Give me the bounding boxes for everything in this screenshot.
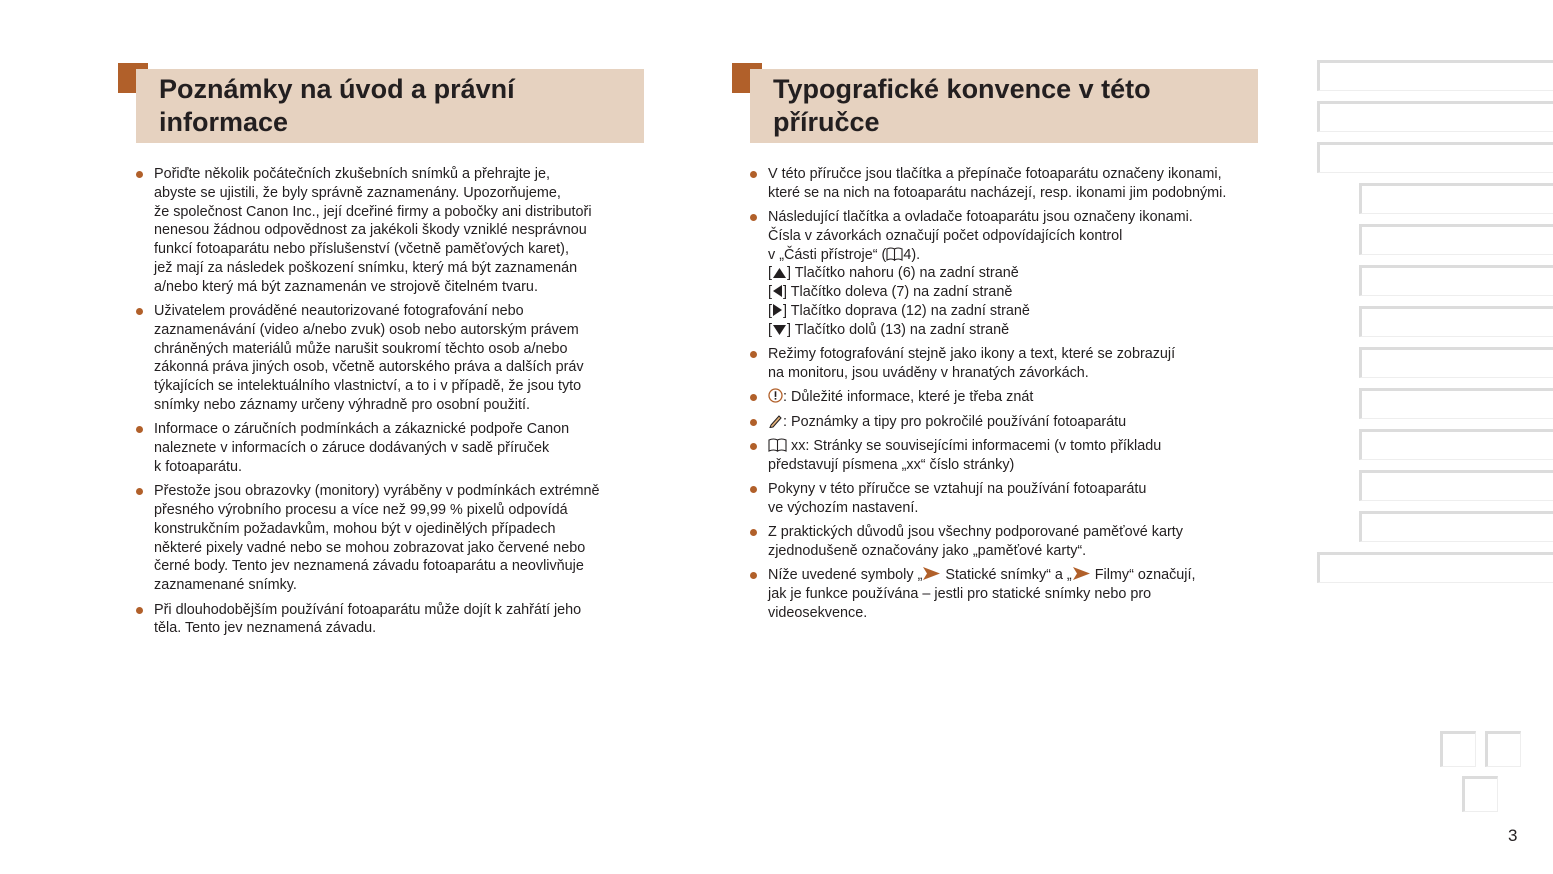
up-arrow-icon — [772, 267, 787, 279]
text-line: Režimy fotografování stejně jako ikony a text, které se zobrazují — [768, 346, 1176, 363]
text-fragment: v „Části přístroje“ ( — [768, 246, 887, 263]
caution-icon — [768, 388, 783, 403]
down-arrow-icon — [772, 324, 787, 336]
text-line: jak je funkce používána – jestli pro statické snímky nebo pro — [768, 585, 1152, 602]
text-line: naleznete v informacích o záruce dodávaných v sadě příruček — [154, 440, 550, 457]
text-line: Informace o záručních podmínkách a zákaznické podpoře Canon — [154, 421, 570, 438]
right-arrow-icon — [772, 303, 783, 317]
text-line: že společnost Canon Inc., její dceřiné firmy a pobočky ani distributoři — [154, 203, 592, 220]
list-item — [136, 482, 644, 595]
list-item — [136, 165, 644, 297]
nav-tab[interactable] — [1359, 347, 1553, 378]
nav-tab[interactable] — [1359, 224, 1553, 255]
next-page-button[interactable] — [1485, 731, 1521, 767]
text-line: zjednodušeně označovány jako „paměťové karty“. — [768, 542, 1087, 559]
pencil-icon — [768, 413, 783, 428]
list-item — [750, 523, 1258, 561]
text-fragment: : Důležité informace, které je třeba znát — [783, 389, 1034, 406]
text-line: které se na nich na fotoaparátu nacházejí, resp. ikonami jim podobnými. — [768, 184, 1227, 201]
play-triangle-icon — [922, 566, 941, 581]
text-line: ve výchozím nastavení. — [768, 499, 919, 516]
text-line: zaznamenávání (video a/nebo zvuk) osob nebo autorským právem — [154, 321, 579, 338]
text-line — [768, 246, 1258, 265]
text-line: na monitoru, jsou uváděny v hranatých závorkách. — [768, 364, 1089, 381]
text-fragment: 4). — [903, 246, 921, 263]
text-line — [768, 388, 1258, 407]
text-line: představují písmena „xx“ číslo stránky) — [768, 456, 1015, 473]
text-line: V této příručce jsou tlačítka a přepínače fotoaparátu označeny ikonami, — [768, 166, 1222, 182]
text-line: zákonná práva jiných osob, včetně autorského práva a dalších práv — [154, 359, 584, 376]
text-line: Následující tlačítka a ovladače fotoaparátu jsou označeny ikonami. — [768, 209, 1193, 226]
nav-tab[interactable] — [1359, 183, 1553, 214]
text-line: jež mají za následek poškození snímku, který má být zaznamenán — [154, 259, 578, 276]
title-line: příručce — [773, 107, 880, 137]
nav-tab[interactable] — [1359, 388, 1553, 419]
text-line: abyste se ujistili, že byly správně zaznamenány. Upozorňujeme, — [154, 184, 561, 201]
text-fragment: Tlačítko dolů (13) na zadní straně — [794, 321, 1010, 338]
nav-tab[interactable] — [1359, 306, 1553, 337]
bullet-list — [118, 165, 644, 638]
text-fragment: xx: Stránky se souvisejícími informacemi (v tomto příkladu — [787, 437, 1162, 454]
title-line: informace — [159, 107, 289, 137]
title-line: Poznámky na úvod a právní — [159, 74, 515, 104]
text-line: funkcí fotoaparátu nebo příslušenství (včetně paměťových karet), — [154, 241, 569, 258]
list-item — [750, 165, 1258, 203]
list-item — [750, 345, 1258, 383]
text-line: konstrukčním požadavkům, mohou být v ojedinělých případech — [154, 520, 556, 537]
bullet-list — [732, 165, 1258, 623]
nav-tab[interactable] — [1317, 60, 1553, 91]
list-item — [750, 480, 1258, 518]
nav-tab[interactable] — [1359, 429, 1553, 460]
left-arrow-icon — [772, 284, 783, 298]
text-fragment: : Poznámky a tipy pro pokročilé používání fotoaparátu — [783, 413, 1127, 430]
list-item — [750, 437, 1258, 475]
play-triangle-icon — [1072, 566, 1091, 581]
text-line: Pokyny v této příručce se vztahují na používání fotoaparátu — [768, 480, 1147, 497]
text-line: Z praktických důvodů jsou všechny podporované paměťové karty — [768, 524, 1183, 541]
text-line: chráněných materiálů může narušit soukromí těchto osob a/nebo — [154, 340, 568, 357]
list-item — [750, 388, 1258, 407]
list-item — [136, 302, 644, 415]
section-heading — [118, 63, 644, 143]
nav-tab[interactable] — [1359, 511, 1553, 542]
text-line: [ ] Tlačítko doprava (12) na zadní straně — [768, 303, 1030, 320]
text-line — [768, 437, 1258, 456]
list-item — [136, 420, 644, 476]
text-line: [ ] Tlačítko doleva (7) na zadní straně — [768, 284, 1013, 301]
title-line: Typografické konvence v této — [773, 74, 1151, 104]
list-item — [750, 208, 1258, 340]
prev-page-button[interactable] — [1440, 731, 1476, 767]
section-title — [159, 73, 634, 139]
text-line: Čísla v závorkách označují počet odpovídajících kontrol — [768, 227, 1123, 244]
text-line: a/nebo který má být zaznamenán ve strojově čitelném tvaru. — [154, 278, 538, 295]
text-line: k fotoaparátu. — [154, 458, 243, 475]
text-fragment: Tlačítko doleva (7) na zadní straně — [790, 284, 1013, 301]
text-line: černé body. Tento jev neznamená závadu fotoaparátu a neovlivňuje — [154, 558, 584, 575]
page-number: 3 — [1508, 826, 1518, 845]
text-line: Pořiďte několik počátečních zkušebních snímků a přehrajte je, — [154, 166, 551, 182]
text-line: snímky nebo záznamy určeny výhradně pro osobní použití. — [154, 397, 530, 414]
text-line: těla. Tento jev neznamená závadu. — [154, 620, 377, 637]
back-button[interactable] — [1462, 776, 1498, 812]
section-title — [773, 73, 1248, 139]
text-fragment: Statické snímky“ a „ — [941, 567, 1072, 584]
text-line: Uživatelem prováděné neautorizované fotografování nebo — [154, 303, 524, 320]
list-item — [136, 601, 644, 639]
text-line: videosekvence. — [768, 604, 868, 621]
text-line: Při dlouhodobějším používání fotoaparátu může dojít k zahřátí jeho — [154, 601, 582, 618]
nav-tab[interactable] — [1317, 101, 1553, 132]
text-fragment: Tlačítko nahoru (6) na zadní straně — [794, 265, 1019, 282]
text-line: některé pixely vadné nebo se mohou zobrazovat jako červené nebo — [154, 539, 586, 556]
intro-legal-section — [118, 63, 644, 644]
nav-tab[interactable] — [1317, 552, 1553, 583]
text-line: přesného výrobního procesu a více než 99,99 % pixelů odpovídá — [154, 502, 568, 519]
text-fragment: Tlačítko doprava (12) na zadní straně — [790, 303, 1030, 320]
text-line: nenesou žádnou odpovědnost za jakékoli škody vzniklé nesprávnou — [154, 222, 587, 239]
text-line: týkajících se intelektuálního vlastnictví, a to i v případě, že jsou tyto — [154, 378, 582, 395]
nav-tab[interactable] — [1359, 470, 1553, 501]
text-line: zaznamenané snímky. — [154, 577, 297, 594]
list-item — [750, 566, 1258, 622]
nav-tab[interactable] — [1317, 142, 1553, 173]
text-fragment: Níže uvedené symboly „ — [768, 567, 923, 584]
text-line: Přestože jsou obrazovky (monitory) vyráběny v podmínkách extrémně — [154, 483, 600, 500]
list-item — [750, 413, 1258, 432]
typographic-conventions-section — [732, 63, 1258, 628]
text-line: [ ] Tlačítko nahoru (6) na zadní straně — [768, 265, 1019, 282]
text-line — [768, 566, 1258, 585]
text-fragment: Filmy“ označují, — [1090, 567, 1196, 584]
book-icon — [886, 247, 903, 261]
book-icon — [768, 438, 787, 452]
text-line: [ ] Tlačítko dolů (13) na zadní straně — [768, 321, 1010, 338]
section-heading — [732, 63, 1258, 143]
text-line — [768, 413, 1258, 432]
nav-tab[interactable] — [1359, 265, 1553, 296]
